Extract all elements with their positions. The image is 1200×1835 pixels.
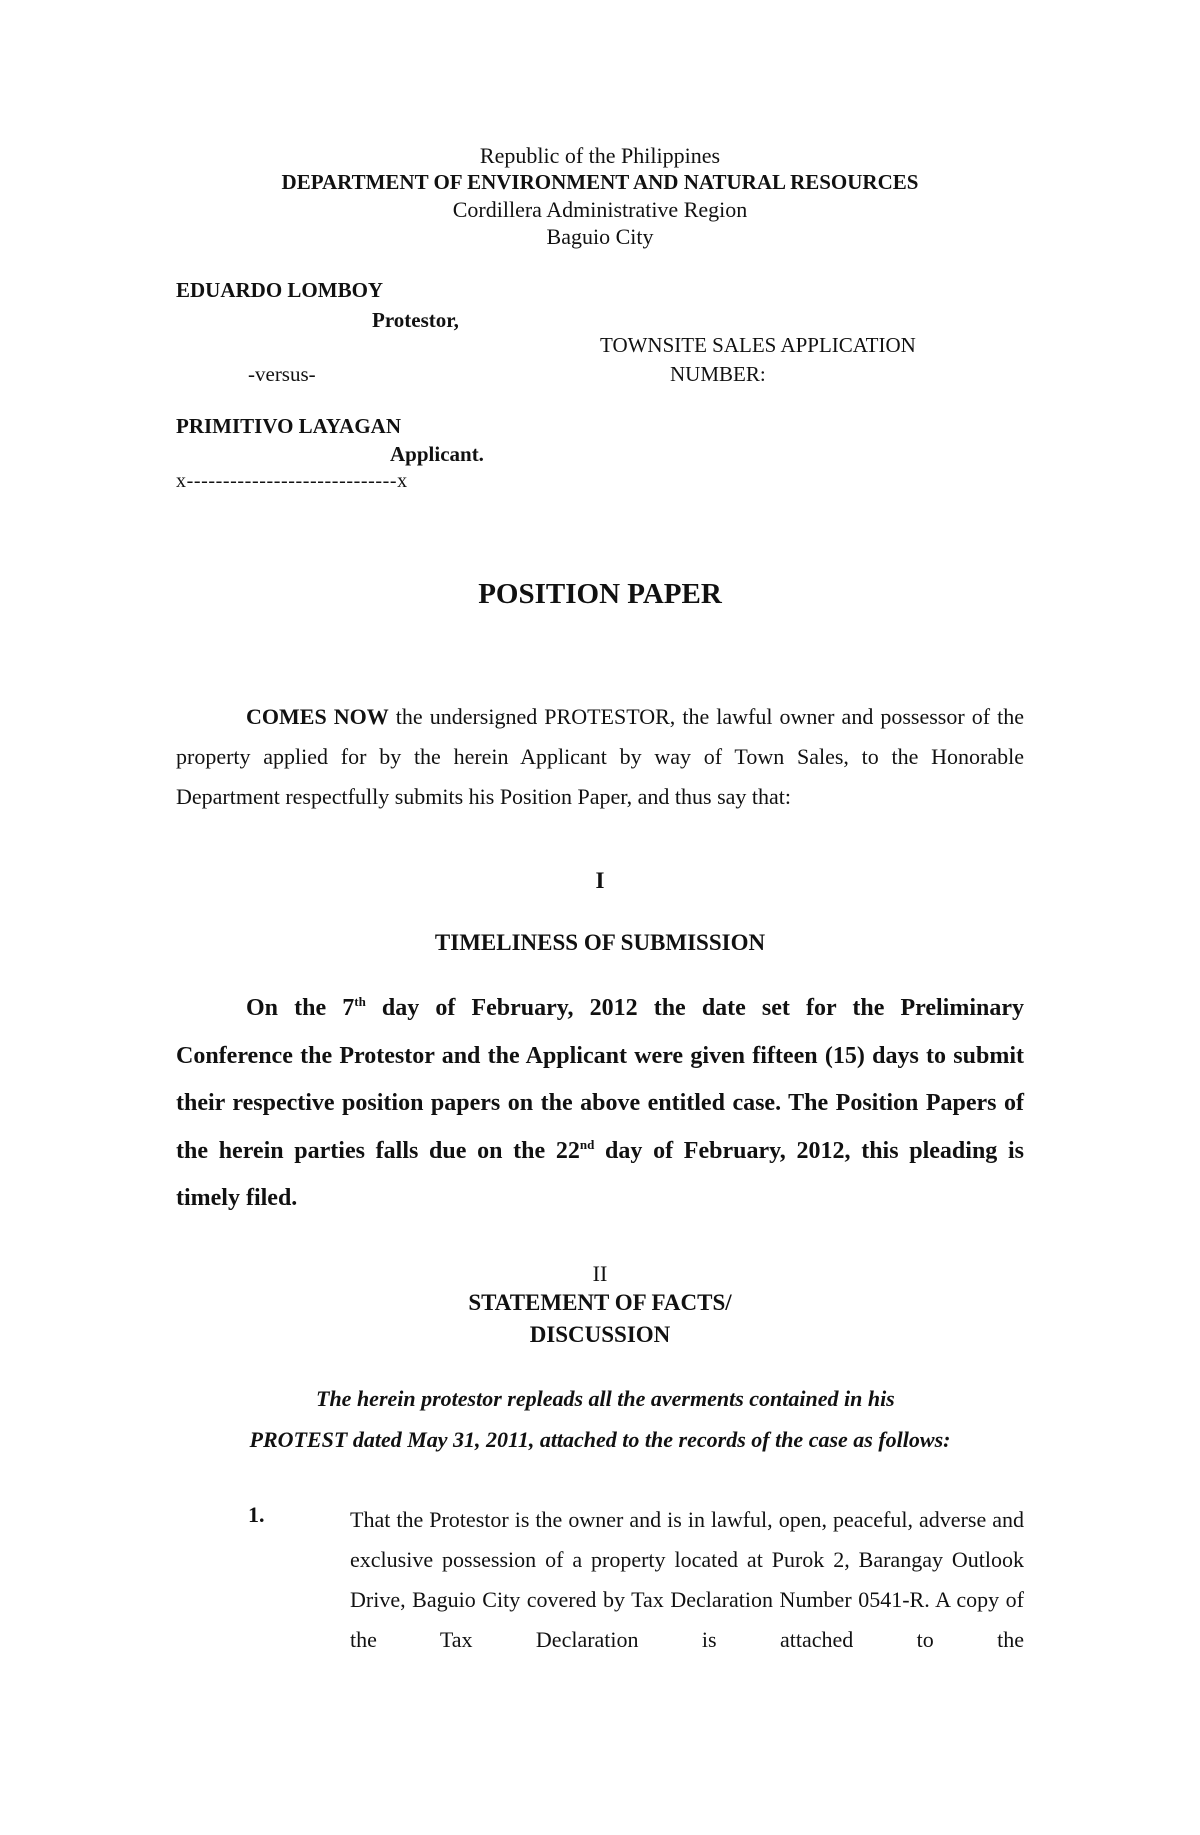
applicant-role: Applicant. (390, 442, 484, 466)
intro-paragraph (176, 697, 1024, 817)
section1-number: I (595, 868, 605, 893)
section1-heading: TIMELINESS OF SUBMISSION (434, 930, 766, 955)
protestor-name: EDUARDO LOMBOY (176, 278, 384, 302)
section1-text-part3: day of February, 2012, this pleading is timely filed. (176, 1137, 1025, 1211)
document-title: POSITION PAPER (478, 578, 722, 610)
intro-text: the undersigned PROTESTOR, the lawful owner and possessor of the property applied for by the herein Applicant by way of Town Sales, to the Honorable Department respectfully submits his Position Paper, and thus say that: (176, 704, 1024, 809)
tsa-label-line1: TOWNSITE SALES APPLICATION (600, 333, 916, 357)
section1-paragraph (176, 985, 1024, 1223)
header-region: Cordillera Administrative Region (452, 197, 748, 222)
list-item-text: That the Protestor is the owner and is in lawful, open, peaceful, adverse and exclusive possession of a property located at Purok 2, Barangay Outlook Drive, Baguio City covered by Tax Declaration Number 0541-R. A copy of the Tax Declaration is attached to the (350, 1507, 1024, 1652)
section2-intro-line1: The herein protestor repleads all the averments contained in his (316, 1386, 895, 1411)
section2-number: II (592, 1261, 608, 1286)
section2-intro-line2: PROTEST dated May 31, 2011, attached to the records of the case as follows: (249, 1427, 951, 1452)
section2-intro (176, 1378, 1024, 1460)
list-item-number: 1. (248, 1502, 265, 1527)
intro-lead: COMES NOW (246, 704, 389, 729)
versus-label: -versus- (248, 362, 316, 386)
header-department: DEPARTMENT OF ENVIRONMENT AND NATURAL RESOURCES (281, 170, 919, 194)
section1-text-part1: On the 7 (246, 995, 355, 1021)
header-republic: Republic of the Philippines (479, 143, 721, 168)
header-city: Baguio City (546, 224, 654, 249)
caption-divider: x-----------------------------x (176, 470, 408, 492)
section1-sup2: nd (579, 1136, 595, 1152)
tsa-label-line2: NUMBER: (670, 362, 766, 386)
section1-text-part2: day of February, 2012 the date set for the Preliminary Conference the Protestor and the Applicant were given fifteen (15) days to submit their respective position papers on the above entitled case. The Position Papers of the herein parties falls due on the 22 (176, 995, 1024, 1164)
protestor-role: Protestor, (372, 308, 459, 332)
applicant-name: PRIMITIVO LAYAGAN (176, 414, 401, 438)
section1-sup1: th (354, 994, 366, 1009)
section2-heading-line1: STATEMENT OF FACTS/ (468, 1290, 732, 1315)
section2-heading-line2: DISCUSSION (529, 1322, 671, 1347)
